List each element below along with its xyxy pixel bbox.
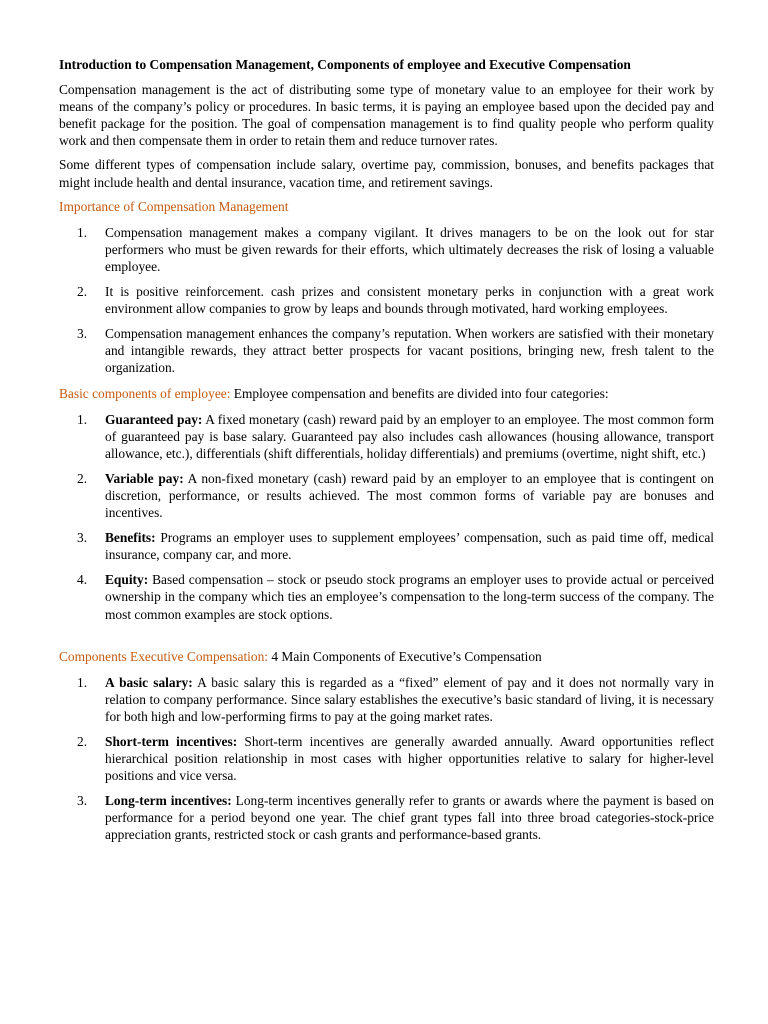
list-item xyxy=(59,325,714,376)
list-number: 3. xyxy=(77,326,88,342)
section-spacer xyxy=(59,631,714,648)
list-text: Compensation management enhances the company’s reputation. When workers are satisfied with their monetary and intangible rewards, they attract better prospects for vacant positions, bringing new, fresh talent to the organization. xyxy=(105,326,714,376)
list-term: A basic salary: xyxy=(105,674,193,690)
list-number: 3. xyxy=(77,793,88,809)
executive-components-list xyxy=(59,674,714,844)
list-term: Benefits: xyxy=(105,530,156,546)
list-text: Short-term incentives are generally awarded annually. Award opportunities reflect hierarchical position relationship in most cases with higher opportunities relative to salary for higher-level positions and vice versa. xyxy=(105,734,715,784)
list-term: Equity: xyxy=(105,572,149,588)
list-item xyxy=(59,411,714,462)
list-number: 1. xyxy=(77,674,88,690)
list-text: It is positive reinforcement. cash prizes and consistent monetary perks in conjunction with a great work environment allow companies to grow by leaps and bounds through motivated, hard working employees. xyxy=(105,284,714,317)
list-item xyxy=(59,224,714,275)
list-item xyxy=(59,283,714,317)
list-text: Based compensation – stock or pseudo stock programs an employer uses to provide actual or perceived ownership in the company which ties an employee’s compensation to the long-term success of the company. The most common examples are stock options. xyxy=(105,572,714,622)
list-text: A non-fixed monetary (cash) reward paid by an employer to an employee that is contingent on discretion, performance, or results achieved. The most common forms of variable pay are bonuses and incentives. xyxy=(105,470,714,521)
employee-heading-label: Basic components of employee: xyxy=(59,385,231,401)
list-text: Compensation management makes a company vigilant. It drives managers to be on the look out for star performers who must be given rewards for their efforts, which ultimately decreases the risk of losing a valuable employee. xyxy=(105,224,714,274)
list-text: Long-term incentives generally refer to grants or awards where the payment is based on performance for a period beyond one year. The chief grant types fall into three broad categories-stock-price appreciation grants, restricted stock or cash grants and performance-based grants. xyxy=(105,793,714,843)
list-item xyxy=(59,733,714,784)
employee-components-list xyxy=(59,411,714,623)
list-term: Long-term incentives: xyxy=(105,793,232,809)
list-term: Short-term incentives: xyxy=(105,734,238,749)
list-text: A fixed monetary (cash) reward paid by an employer to an employee. The most common form of guaranteed pay is base salary. Guaranteed pay also includes cash allowances (housing allowance, transport allowance, etc.), differentials (shift differentials, holiday differentials) and premiums (overtime, night shift, etc.) xyxy=(105,411,714,461)
importance-list xyxy=(59,224,714,377)
employee-heading-intro: Employee compensation and benefits are divided into four categories: xyxy=(230,385,609,401)
list-number: 1. xyxy=(77,224,88,240)
list-item xyxy=(59,470,714,521)
list-number: 2. xyxy=(77,734,88,749)
list-number: 2. xyxy=(77,284,88,300)
list-number: 3. xyxy=(77,530,88,546)
intro-paragraph-1: Compensation management is the act of distributing some type of monetary value to an employee for their work by means of the company’s policy or procedures. In basic terms, it is paying an employee based upon the decided pay and benefit package for the position. The goal of compensation management is to find quality people who perform quality work and then compensate them in order to retain them and reduce turnover rates. xyxy=(59,82,714,149)
list-item xyxy=(59,792,714,843)
document-body xyxy=(59,56,714,852)
intro-paragraph-2: Some different types of compensation include salary, overtime pay, commission, bonuses, and benefits packages that might include health and dental insurance, vacation time, and retirement savings. xyxy=(59,157,714,190)
document-title: Introduction to Compensation Management, Components of employee and Executive Compensation xyxy=(59,57,631,72)
list-number: 2. xyxy=(77,470,88,486)
importance-heading: Importance of Compensation Management xyxy=(59,198,289,214)
list-number: 1. xyxy=(77,411,88,427)
list-text: A basic salary this is regarded as a “fixed” element of pay and it does not normally vary in relation to company performance. Since salary establishes the executive’s basic standard of living, it is necessary for both high and low-performing firms to pay at the going market rates. xyxy=(105,674,714,724)
list-term: Guaranteed pay: xyxy=(105,411,203,427)
executive-heading-label: Components Executive Compensation: xyxy=(59,648,269,664)
list-term: Variable pay: xyxy=(105,470,184,486)
list-item xyxy=(59,571,714,622)
list-item xyxy=(59,529,714,563)
employee-section-heading xyxy=(59,385,714,402)
list-text: Programs an employer uses to supplement employees’ compensation, such as paid time off, medical insurance, company car, and more. xyxy=(105,530,714,563)
executive-section-heading xyxy=(59,648,714,665)
list-item xyxy=(59,674,714,725)
executive-heading-intro: 4 Main Components of Executive’s Compensation xyxy=(268,648,542,664)
list-number: 4. xyxy=(77,572,88,588)
